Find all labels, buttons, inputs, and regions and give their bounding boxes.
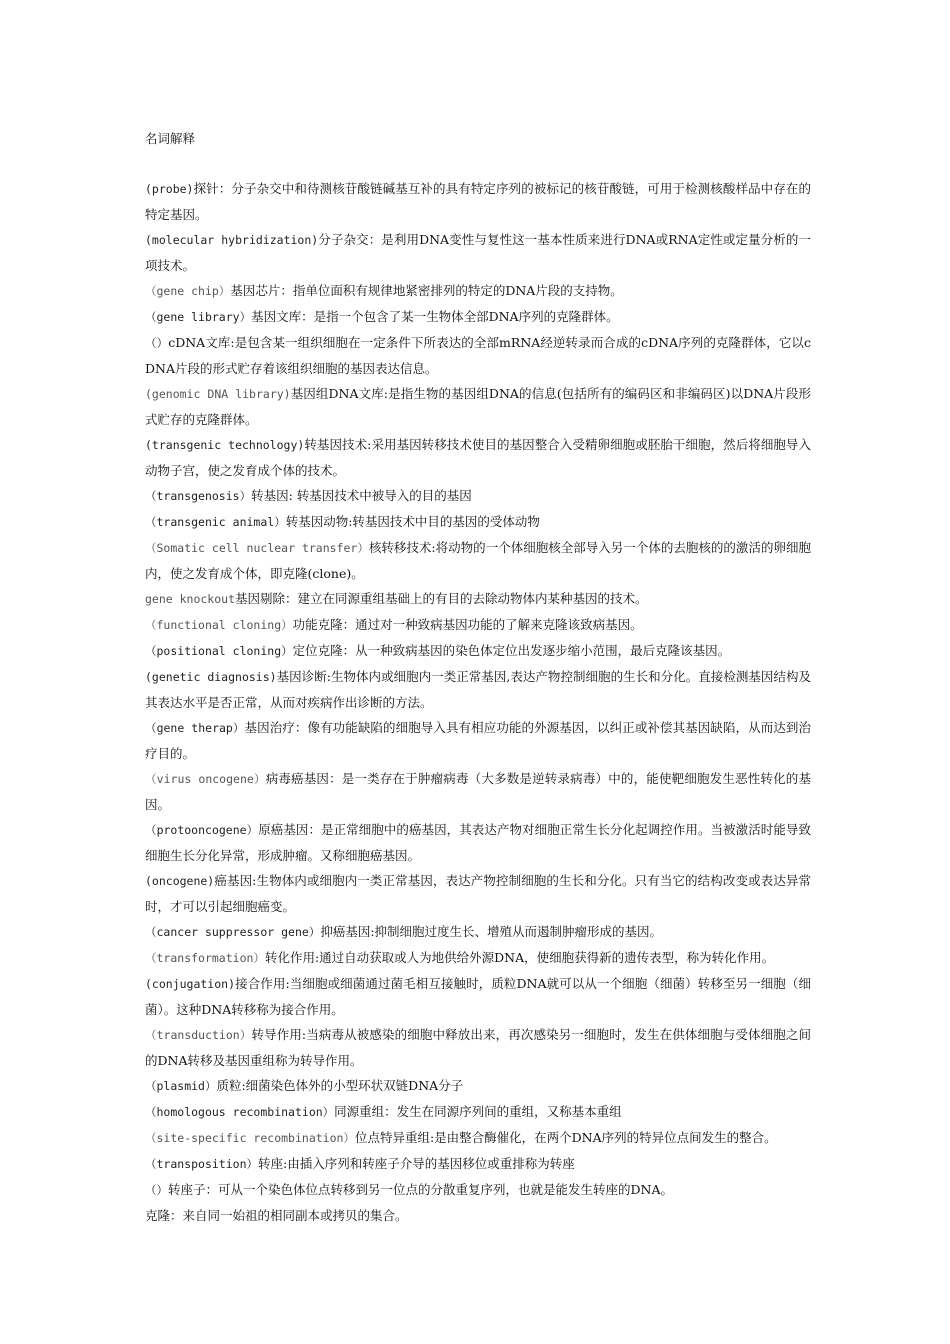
glossary-entry (145, 483, 811, 509)
glossary-term: (genetic diagnosis) (145, 670, 277, 684)
glossary-term: （plasmid） (145, 1079, 217, 1093)
glossary-entry (145, 945, 811, 971)
glossary-term: (conjugation) (145, 977, 236, 991)
glossary-term: (genomic DNA library) (145, 387, 291, 401)
glossary-definition: 基因剔除：建立在同源重组基础上的有目的去除动物体内某种基因的技术。 (235, 591, 648, 606)
glossary-entry (145, 1125, 811, 1151)
glossary-entry (145, 1151, 811, 1177)
glossary-term: （gene therap） (145, 721, 245, 735)
glossary-definition: 转座子：可从一个染色体位点转移到另一位点的分散重复序列，也就是能发生转座的DNA。 (168, 1182, 673, 1197)
glossary-entry (145, 715, 811, 766)
glossary-term: （cancer suppressor gene） (145, 925, 321, 939)
glossary-definition: 转导作用:当病毒从被感染的细胞中释放出来，再次感染另一细胞时，发生在供体细胞与受体细胞之间的DNA转移及基因重组称为转导作用。 (145, 1027, 811, 1068)
glossary-term: (probe) (145, 182, 194, 196)
glossary-entry (145, 227, 811, 278)
glossary-entry (145, 766, 811, 817)
document-page (145, 126, 811, 1228)
glossary-entry (145, 1073, 811, 1099)
glossary-definition: 同源重组：发生在同源序列间的重组，又称基本重组 (334, 1104, 622, 1119)
glossary-term: （） (145, 336, 169, 350)
glossary-definition: 转基因动物:转基因技术中目的基因的受体动物 (285, 514, 540, 529)
glossary-definition: 癌基因:生物体内或细胞内一类正常基因，表达产物控制细胞的生长和分化。只有当它的结构改变或表达异常时，才可以引起细胞癌变。 (145, 873, 811, 914)
glossary-entry (145, 586, 811, 612)
glossary-entry (145, 509, 811, 535)
glossary-term: (oncogene) (145, 874, 215, 888)
glossary-term: （transposition） (145, 1157, 259, 1171)
glossary-definition: 转化作用:通过自动获取或人为地供给外源DNA，使细胞获得新的遗传表型，称为转化作用。 (264, 950, 775, 965)
glossary-entry (145, 535, 811, 586)
glossary-term: （site-specific recombination） (145, 1131, 355, 1145)
glossary-entry (145, 612, 811, 638)
glossary-definition: 转基因: 转基因技术中被导入的目的基因 (251, 488, 472, 503)
glossary-definition: 病毒癌基因：是一类存在于肿瘤病毒（大多数是逆转录病毒）中的，能使靶细胞发生恶性转化的基因。 (145, 771, 811, 812)
glossary-term: （positional cloning） (145, 644, 293, 658)
glossary-definition: 接合作用:当细胞或细菌通过菌毛相互接触时，质粒DNA就可以从一个细胞（细菌）转移至另一细胞（细菌）。这种DNA转移称为接合作用。 (145, 976, 811, 1017)
glossary-definition: cDNA文库:是包含某一组织细胞在一定条件下所表达的全部mRNA经逆转录而合成的cDNA序列的克隆群体，它以cDNA片段的形式贮存着该组织细胞的基因表达信息。 (145, 335, 812, 376)
glossary-definition: 转座:由插入序列和转座子介导的基因移位或重排称为转座 (258, 1156, 575, 1171)
glossary-definition: 基因治疗：像有功能缺陷的细胞导入具有相应功能的外源基因，以纠正或补偿其基因缺陷，从而达到治疗目的。 (145, 720, 811, 761)
glossary-definition: 位点特异重组:是由整合酶催化，在两个DNA序列的特异位点间发生的整合。 (354, 1130, 777, 1145)
glossary-definition: 基因组DNA文库:是指生物的基因组DNA的信息(包括所有的编码区和非编码区)以DNA片段形式贮存的克隆群体。 (145, 386, 811, 427)
glossary-definition: 基因芯片：指单位面积有规律地紧密排列的特定的DNA片段的支持物。 (230, 283, 623, 298)
glossary-entry (145, 1022, 811, 1073)
glossary-term: （transformation） (145, 951, 265, 965)
glossary-entry (145, 1203, 811, 1228)
glossary-entry (145, 304, 811, 330)
glossary-term: （Somatic cell nuclear transfer） (145, 541, 369, 555)
glossary-entry (145, 971, 811, 1022)
glossary-entry (145, 1099, 811, 1125)
glossary-definition: 定位克隆：从一种致病基因的染色体定位出发逐步缩小范围，最后克隆该基因。 (292, 643, 731, 658)
glossary-definition: 分子杂交：是利用DNA变性与复性这一基本性质来进行DNA或RNA定性或定量分析的一项技术。 (145, 232, 812, 273)
glossary-entry (145, 919, 811, 945)
glossary-entry (145, 1177, 811, 1203)
glossary-entry (145, 817, 811, 868)
glossary-list (145, 176, 811, 1228)
glossary-definition: 抑癌基因:抑制细胞过度生长、增殖从而遏制肿瘤形成的基因。 (320, 924, 663, 939)
glossary-term: （gene library） (145, 310, 252, 324)
glossary-term: （） (145, 1183, 168, 1197)
glossary-definition: 质粒:细菌染色体外的小型环状双链DNA分子 (216, 1078, 464, 1093)
glossary-definition: 克隆：来自同一始祖的相同副本或拷贝的集合。 (145, 1208, 408, 1223)
glossary-entry (145, 381, 811, 432)
glossary-definition: 基因诊断:生物体内或细胞内一类正常基因,表达产物控制细胞的生长和分化。直接检测基因结构及其表达水平是否正常，从而对疾病作出诊断的方法。 (145, 669, 811, 710)
glossary-entry (145, 868, 811, 919)
glossary-term: （transgenosis） (145, 489, 252, 503)
glossary-entry (145, 176, 811, 227)
glossary-entry (145, 278, 811, 304)
glossary-term: （functional cloning） (145, 618, 293, 632)
document-title: 名词解释 (145, 131, 196, 146)
glossary-entry (145, 432, 811, 483)
glossary-definition: 核转移技术:将动物的一个体细胞核全部导入另一个体的去胞核的的激活的卵细胞内，使之发育成个体，即克隆(clone)。 (145, 540, 811, 581)
glossary-term: （gene chip） (145, 284, 231, 298)
glossary-term: （virus oncogene） (145, 772, 266, 786)
glossary-definition: 转基因技术:采用基因转移技术使目的基因整合入受精卵细胞或胚胎干细胞，然后将细胞导入动物子宫，使之发育成个体的技术。 (145, 437, 811, 478)
glossary-entry (145, 664, 811, 715)
glossary-definition: 功能克隆：通过对一种致病基因功能的了解来克隆该致病基因。 (292, 617, 643, 632)
glossary-term: （homologous recombination） (145, 1105, 335, 1119)
glossary-definition: 原癌基因：是正常细胞中的癌基因，其表达产物对细胞正常生长分化起调控作用。当被激活时能导致细胞生长分化异常，形成肿瘤。又称细胞癌基因。 (145, 822, 811, 863)
glossary-term: (transgenic technology) (145, 438, 305, 452)
glossary-entry (145, 638, 811, 664)
glossary-definition: 探针：分子杂交中和待测核苷酸链碱基互补的具有特定序列的被标记的核苷酸链，可用于检测核酸样品中存在的特定基因。 (145, 181, 811, 222)
glossary-term: （protooncogene） (145, 823, 259, 837)
glossary-definition: 基因文库：是指一个包含了某一生物体全部DNA序列的克隆群体。 (251, 309, 619, 324)
glossary-term: （transduction） (145, 1028, 252, 1042)
glossary-term: gene knockout (145, 592, 236, 606)
glossary-term: （transgenic animal） (145, 515, 286, 529)
glossary-term: (molecular hybridization) (145, 233, 319, 247)
glossary-entry (145, 330, 811, 381)
